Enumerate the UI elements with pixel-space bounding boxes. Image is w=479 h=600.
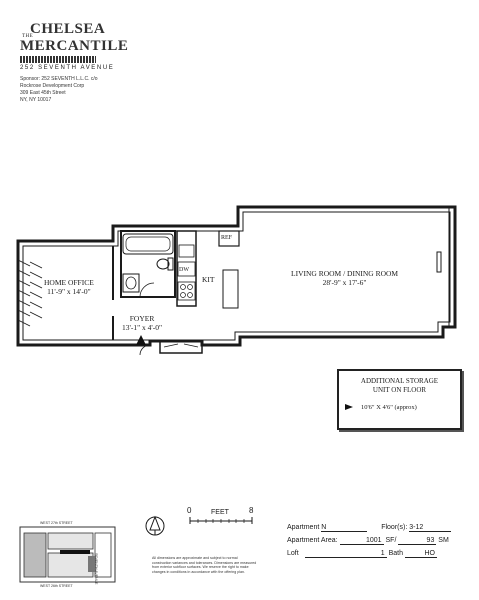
area-row: [287, 537, 449, 545]
floors-value: 3-12: [409, 524, 451, 532]
key-plan-top-street: WEST 27th STREET: [40, 521, 73, 525]
scale-eight: 8: [249, 506, 254, 515]
sponsor-line: NY, NY 10017: [20, 97, 52, 103]
storage-arrow-icon: [345, 404, 353, 410]
room-name: HOME OFFICE: [44, 278, 94, 287]
right-window-mullion: [437, 252, 441, 272]
kitchen-sink: [179, 245, 194, 257]
room-name: LIVING ROOM / DINING ROOM: [291, 269, 399, 278]
apartment-value: N: [321, 524, 367, 532]
area-label: Apartment Area:: [287, 537, 338, 544]
disclaimer-notes: All dimensions are approximate and subject to normal construction variances and tolerances. Dimensions are measured from exterior subfloor surfaces. We reserve the right to make changes in conditions in accordance with the offering plan.: [152, 556, 257, 574]
area-sm: 93: [398, 537, 436, 545]
sponsor-line: 309 East 45th Street: [20, 90, 66, 96]
sm-unit: SM: [438, 537, 449, 544]
logo-mercantile: MERCANTILE: [20, 38, 129, 54]
toilet: [157, 259, 169, 269]
office-window-hatch: [18, 260, 42, 326]
north-arrow-icon: [146, 517, 164, 535]
room-living-dining: [291, 269, 398, 287]
fridge-label: REF: [221, 235, 233, 241]
area-sf: 1001: [340, 537, 384, 545]
room-dims: 28'-9" x 17'-6": [322, 278, 367, 287]
bath-value: 1: [305, 550, 387, 558]
scale-label: FEET: [211, 509, 229, 516]
bathroom: [121, 231, 175, 297]
key-plan: [20, 527, 115, 585]
ho-label: HO: [405, 550, 437, 558]
logo-chelsea: CHELSEA: [30, 21, 106, 37]
type-label: Loft: [287, 550, 299, 557]
storage-title-line: ADDITIONAL STORAGE: [360, 377, 439, 385]
room-name: FOYER: [129, 314, 155, 323]
bath-label: Bath: [388, 550, 403, 557]
room-kitchen: KIT: [202, 275, 215, 284]
room-dims: 11'-9" x 14'-0": [47, 287, 91, 296]
type-row: [287, 550, 437, 558]
logo-the: THE: [22, 34, 34, 39]
key-plan-bottom-street: WEST 26th STREET: [40, 584, 73, 588]
key-plan-side-street: SEVENTH AVENUE: [94, 553, 98, 585]
logo-address: 252 SEVENTH AVENUE: [20, 65, 115, 71]
range: [178, 282, 195, 300]
room-foyer: [122, 314, 162, 332]
closet-doors: [164, 344, 198, 347]
apartment-label: Apartment: [287, 524, 320, 531]
scale-bar: [190, 517, 252, 524]
kitchen-island: [223, 270, 238, 308]
sponsor-line: Rockrose Development Corp: [20, 83, 85, 89]
storage-dims: 10'6" X 4'6" (approx): [361, 404, 417, 411]
bath-door: [140, 283, 154, 297]
sponsor-line: Sponsor: 252 SEVENTH L.L.C. c/o: [20, 76, 98, 82]
storage-title: [339, 377, 460, 395]
storage-title-line: UNIT ON FLOOR: [372, 386, 427, 394]
sink: [126, 277, 136, 289]
foyer-closet: [160, 341, 202, 353]
room-dims: 13'-1" x 4'-0": [122, 323, 163, 332]
apartment-row: [287, 524, 451, 532]
scale-zero: 0: [187, 506, 192, 515]
sf-unit: SF/: [385, 537, 397, 544]
bathtub-inner: [126, 237, 170, 251]
storage-callout: [337, 369, 462, 430]
floors-label: Floor(s):: [381, 524, 408, 531]
room-home-office: [44, 278, 94, 296]
dw-label: DW: [179, 267, 189, 273]
